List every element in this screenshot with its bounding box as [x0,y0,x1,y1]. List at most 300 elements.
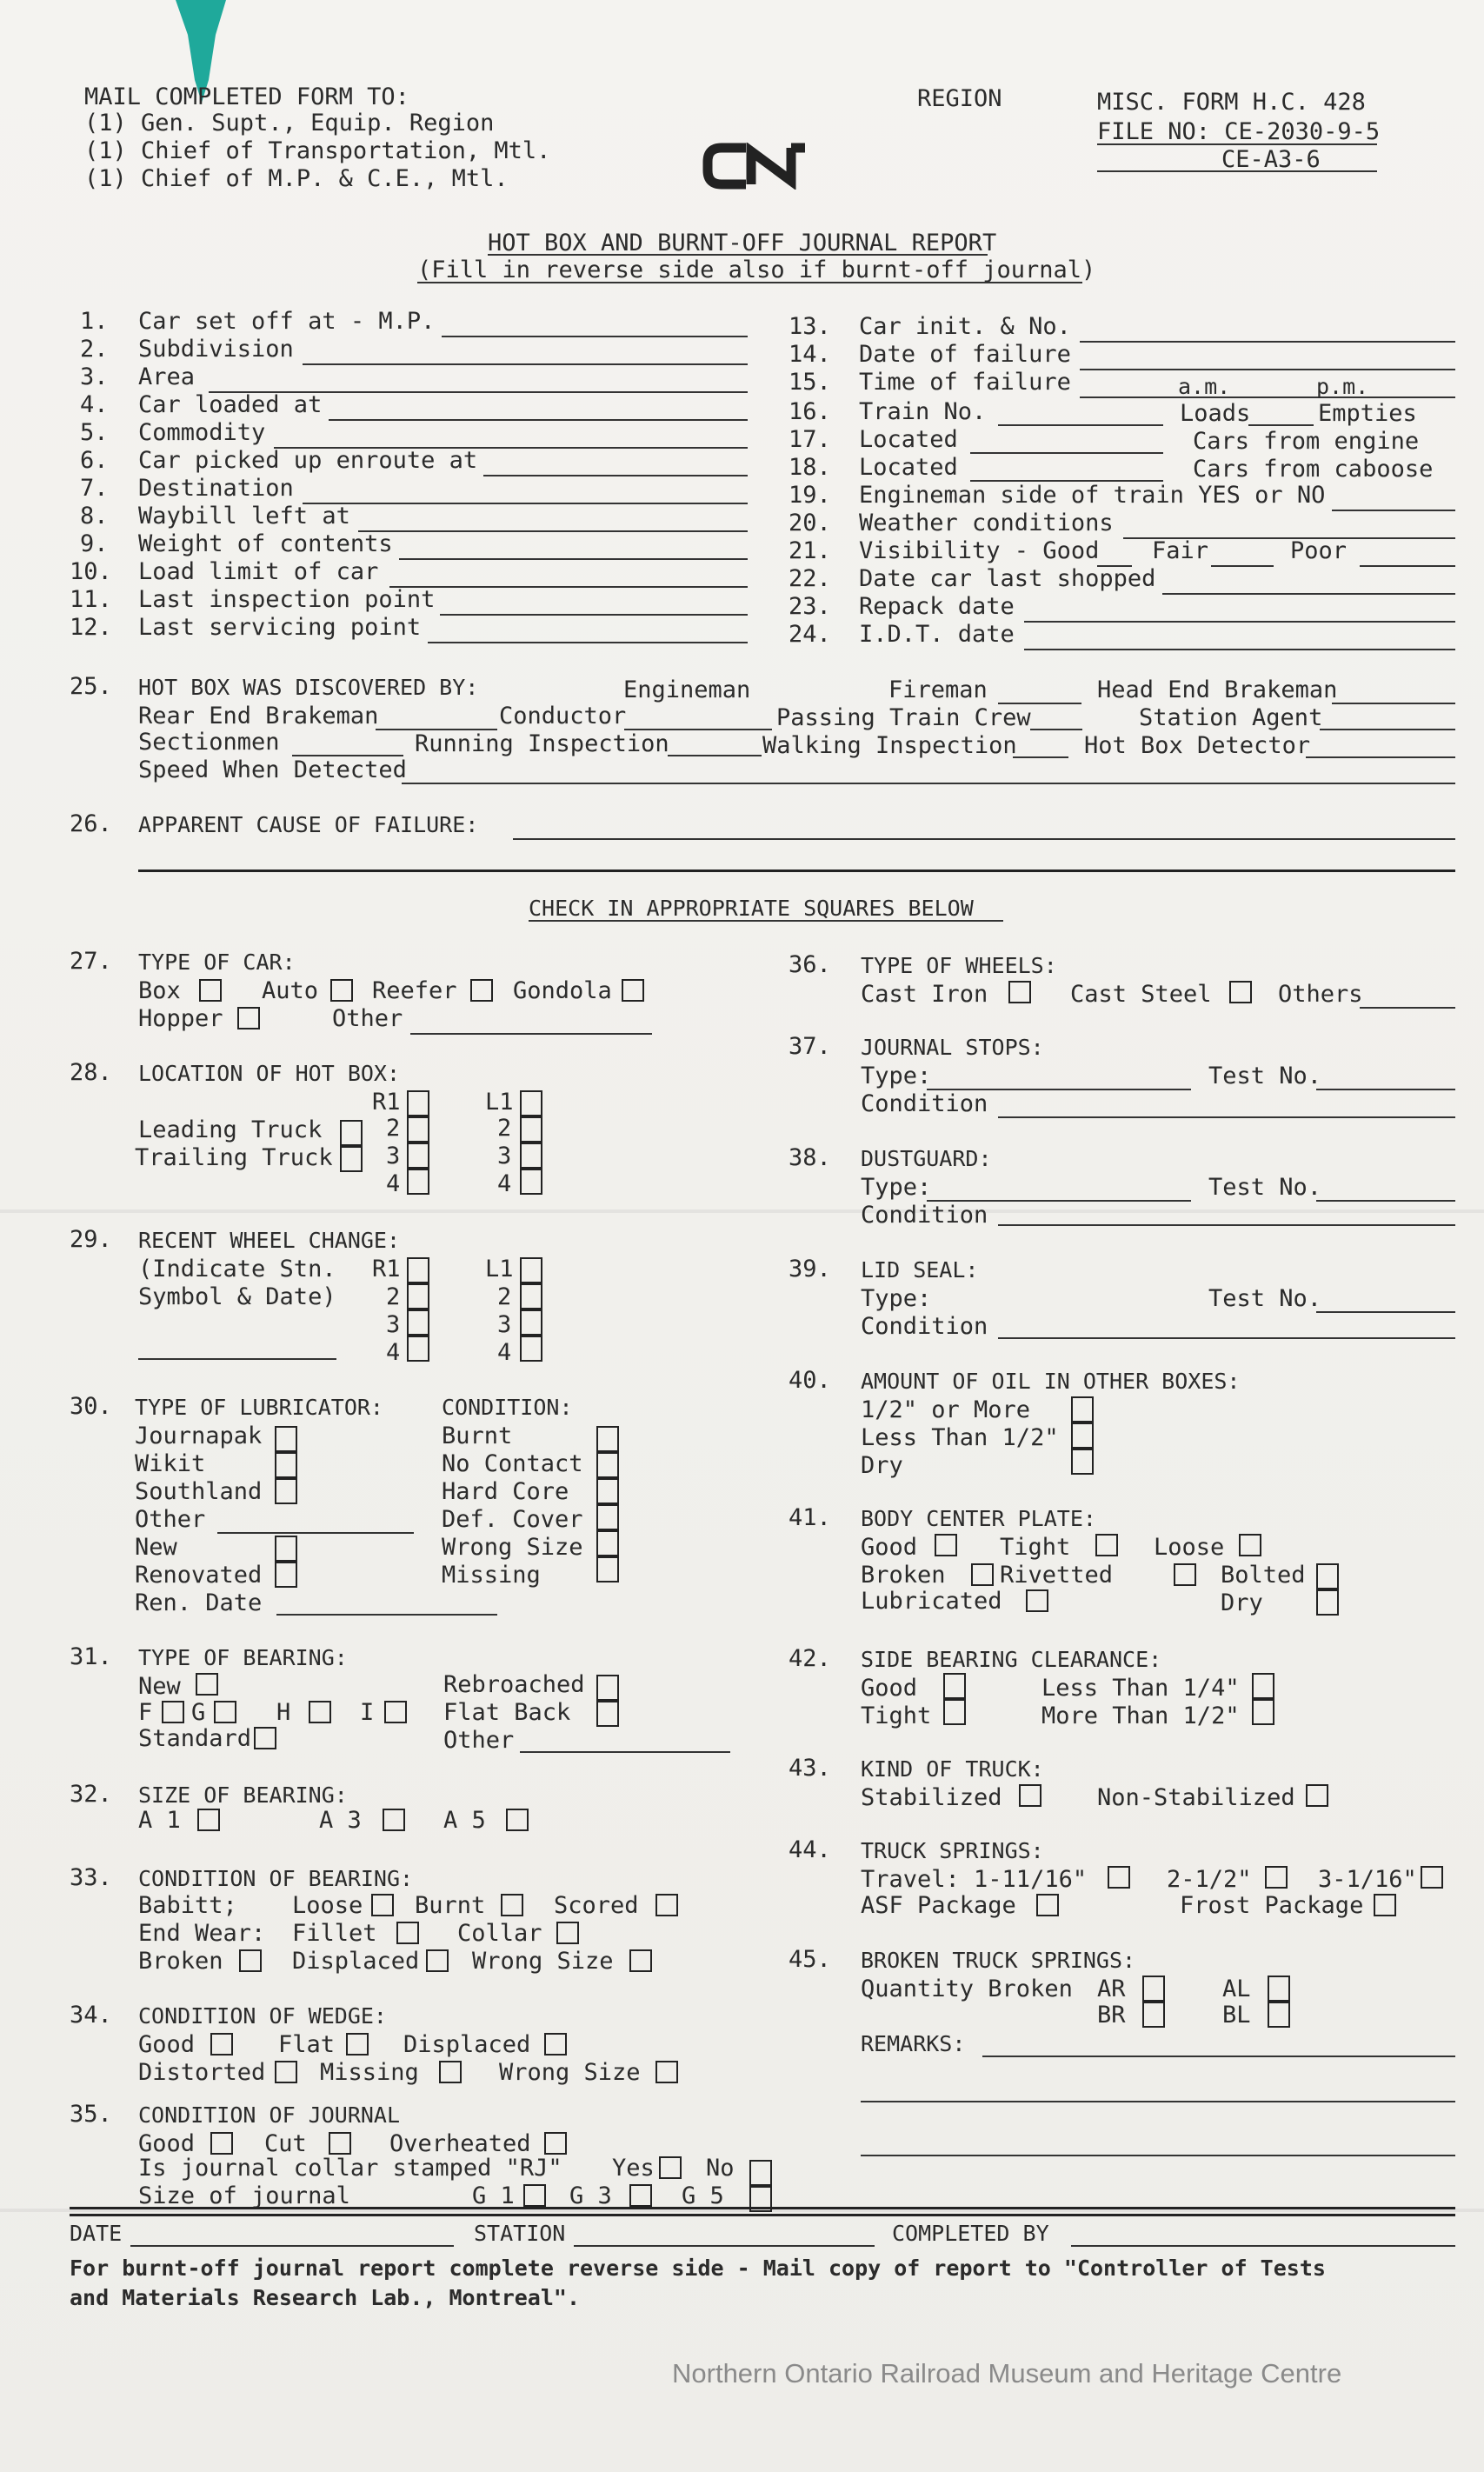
option-label: Others [1278,981,1363,1008]
option-label: Reefer [372,977,457,1004]
input-line[interactable] [1332,510,1455,511]
remarks-label: REMARKS: [861,2031,966,2056]
input-line[interactable] [1360,1007,1455,1009]
checkbox[interactable] [659,2156,682,2179]
position-label: 4 [386,1170,401,1197]
checkbox[interactable] [935,1534,957,1556]
option-label: Hot Box Detector [1084,732,1311,759]
checkbox[interactable] [1316,1563,1339,1589]
item-number: 33. [70,1864,112,1891]
option-label: 3-1/16" [1318,1866,1417,1893]
checkbox[interactable] [384,1701,407,1723]
section-label: JOURNAL STOPS: [861,1035,1044,1060]
input-line[interactable] [1030,729,1082,730]
option-label: Wikit [135,1450,206,1477]
checkbox[interactable] [407,1336,429,1362]
checkbox[interactable] [596,1556,619,1582]
section-label: BROKEN TRUCK SPRINGS: [861,1948,1136,1973]
input-line[interactable] [998,424,1163,426]
item-number: 34. [70,2002,112,2029]
instruction-text: Symbol & Date) [138,1283,336,1310]
checkbox[interactable] [520,1309,542,1336]
field-label: Commodity [138,419,266,446]
item-number: 11. [70,586,112,613]
checkbox[interactable] [596,1675,619,1701]
input-line[interactable] [358,530,748,532]
input-line[interactable] [998,1337,1455,1339]
checkbox[interactable] [971,1563,994,1586]
option-label: Broken [138,1948,223,1975]
input-line[interactable] [483,475,748,476]
checkbox[interactable] [275,1562,297,1588]
input-line[interactable] [1360,565,1455,567]
section-label: SIZE OF BEARING: [138,1782,348,1808]
checkbox[interactable] [210,2033,233,2056]
option-label: Condition [861,1090,988,1117]
item-number: 38. [789,1144,831,1171]
item-number: 35. [70,2101,112,2128]
input-line[interactable] [440,614,748,616]
checkbox[interactable] [407,1090,429,1116]
option-label: Condition [861,1202,988,1229]
input-line[interactable] [389,586,748,588]
input-line[interactable] [410,1033,652,1035]
field-label: Destination [138,475,294,502]
option-label: 2-1/2" [1167,1866,1252,1893]
item-number: 28. [70,1059,112,1086]
position-label: 4 [497,1170,512,1197]
item-number: 39. [789,1256,831,1283]
fold-crease [0,1209,1484,1213]
checkbox[interactable] [1421,1866,1443,1889]
item-number: 45. [789,1946,831,1973]
checkbox[interactable] [396,1922,419,1944]
checkbox[interactable] [544,2033,567,2056]
input-line[interactable] [520,1751,730,1753]
checkbox[interactable] [1071,1396,1094,1423]
option-label: Head End Brakeman [1097,676,1338,703]
checkbox[interactable] [943,1699,966,1725]
field-label: Time of failure [859,369,1071,396]
checkbox[interactable] [596,1504,619,1530]
option-label: Tight [861,1702,932,1729]
option-label: Good [138,2130,196,2157]
section-label: APPARENT CAUSE OF FAILURE: [138,812,479,837]
option-label: No Contact [442,1450,583,1477]
checkbox[interactable] [407,1143,429,1169]
item-number: 29. [70,1226,112,1253]
item-number: 14. [789,341,831,368]
option-label: Fireman [888,676,988,703]
checkbox[interactable] [275,1452,297,1478]
checkbox[interactable] [237,1007,260,1029]
checkbox[interactable] [1229,981,1252,1003]
item-number: 9. [80,530,109,557]
checkbox[interactable] [523,2184,546,2207]
input-line[interactable] [1320,729,1455,730]
checkbox[interactable] [596,1478,619,1504]
input-line[interactable] [1332,703,1455,704]
checkbox[interactable] [210,2132,233,2155]
input-line[interactable] [668,755,762,756]
option-label: Dry [861,1452,903,1479]
field-label: Car picked up enroute at [138,447,478,474]
checkbox[interactable] [520,1283,542,1309]
input-line[interactable] [138,1358,336,1360]
checkbox[interactable] [1108,1866,1130,1889]
form-subtitle: (Fill in reverse side also if burnt-off journal) [417,257,1096,283]
cars-from-engine-label: Cars from engine [1193,428,1420,455]
checkbox[interactable] [501,1894,523,1916]
option-label: New [138,1673,181,1700]
checkbox[interactable] [1374,1894,1396,1916]
input-line[interactable] [1162,593,1455,595]
option-label: 1/2" or More [861,1396,1031,1423]
checkbox[interactable] [1095,1534,1118,1556]
input-line[interactable] [303,503,748,504]
option-label: Leading Truck [138,1116,323,1143]
item-number: 6. [80,447,109,474]
position-label: L1 [485,1089,514,1116]
option-label: Conductor [499,703,627,730]
checkbox[interactable] [1071,1449,1094,1475]
checkbox[interactable] [346,2033,369,2056]
checkbox[interactable] [1316,1589,1339,1616]
field-label: Visibility - Good [859,537,1100,564]
checkbox[interactable] [383,1809,405,1831]
option-label: Displaced [292,1948,420,1975]
input-line[interactable] [998,1224,1455,1226]
checkbox[interactable] [371,1894,394,1916]
date-label: DATE [70,2221,123,2246]
checkbox[interactable] [407,1283,429,1309]
checkbox[interactable] [520,1116,542,1143]
checkbox[interactable] [162,1701,184,1723]
mail-to-title: MAIL COMPLETED FORM TO: [84,83,409,110]
option-label: Travel: 1-11/16" [861,1866,1088,1893]
section-label: TYPE OF LUBRICATOR: [135,1395,383,1420]
item-number: 5. [80,419,109,446]
remarks-line[interactable] [982,2056,1455,2057]
item-number: 18. [789,454,831,481]
checkbox[interactable] [426,1949,449,1972]
checkbox[interactable] [544,2132,567,2155]
checkbox[interactable] [275,1536,297,1562]
checkbox[interactable] [1268,2002,1290,2028]
checkbox[interactable] [1239,1534,1261,1556]
checkbox[interactable] [275,2061,297,2083]
checkbox[interactable] [520,1090,542,1116]
checkbox[interactable] [1142,1976,1165,2002]
checkbox[interactable] [655,1894,678,1916]
loads-label: Loads [1180,400,1251,427]
option-label: Is journal collar stamped "RJ" [138,2155,562,2182]
input-line[interactable] [217,1532,414,1534]
checkbox[interactable] [629,1949,652,1972]
item-number: 30. [70,1393,112,1420]
input-line[interactable] [1248,424,1314,426]
item-number: 7. [80,475,109,502]
position-label: 2 [386,1115,401,1142]
input-line[interactable] [1024,649,1455,650]
checkbox[interactable] [1019,1784,1041,1807]
checkbox[interactable] [340,1120,363,1146]
checkbox[interactable] [439,2061,462,2083]
option-label: Fillet [292,1920,377,1947]
input-line[interactable] [513,838,1455,840]
checkbox[interactable] [197,1809,220,1831]
option-label: Hopper [138,1005,223,1032]
checkbox[interactable] [520,1336,542,1362]
option-label: Yes [612,2155,655,2182]
option-label: Loose [1154,1534,1225,1561]
field-label: Weather conditions [859,510,1114,536]
completed-by-field[interactable] [1071,2245,1455,2247]
checkbox[interactable] [655,2061,678,2083]
checkbox[interactable] [330,979,353,1002]
checkbox[interactable] [407,1257,429,1283]
section-label: CONDITION: [442,1395,573,1420]
remarks-line[interactable] [861,2155,1455,2156]
option-label: Collar [457,1920,542,1947]
checkbox[interactable] [1252,1699,1274,1725]
item-number: 3. [80,363,109,390]
checkbox[interactable] [520,1169,542,1195]
field-label: Waybill left at [138,503,350,530]
checkbox[interactable] [520,1143,542,1169]
input-line[interactable] [998,1116,1455,1118]
section-label: KIND OF TRUCK: [861,1756,1044,1782]
option-label: Quantity Broken [861,1976,1073,2002]
input-line[interactable] [329,419,748,421]
input-line[interactable] [1211,565,1274,567]
input-line[interactable] [1080,369,1455,370]
option-label: Box [138,977,181,1004]
section-label: LID SEAL: [861,1257,979,1283]
option-label: Auto [262,977,319,1004]
field-label: Weight of contents [138,530,393,557]
item-number: 22. [789,565,831,592]
option-label: Ren. Date [135,1589,263,1616]
position-label: 4 [497,1339,512,1366]
input-line[interactable] [1080,341,1455,343]
item-number: 26. [70,810,112,837]
mail-to-line: (1) Chief of Transportation, Mtl. [84,137,551,164]
item-number: 41. [789,1504,831,1531]
am-label: a.m. [1178,374,1231,399]
option-label: ASF Package [861,1892,1016,1919]
option-label: End Wear: [138,1920,266,1947]
item-number: 15. [789,369,831,396]
position-label: 4 [386,1339,401,1366]
option-label: A 5 [443,1807,486,1834]
fair-label: Fair [1152,537,1209,564]
option-label: G 1 [472,2182,515,2209]
checkbox[interactable] [329,2132,351,2155]
option-label: Wrong Size [442,1534,583,1561]
form-number: MISC. FORM H.C. 428 [1097,89,1366,116]
completed-by-label: COMPLETED BY [892,2221,1049,2246]
checkbox[interactable] [596,1452,619,1478]
item-number: 4. [80,391,109,418]
option-label: Station Agent [1139,704,1323,731]
checkbox[interactable] [1268,1976,1290,2002]
option-label: I [360,1699,375,1726]
option-label: Running Inspection [415,730,669,757]
position-label: R1 [372,1089,401,1116]
station-field[interactable] [574,2245,875,2247]
option-label: Test No. [1208,1174,1322,1201]
option-label: Missing [320,2059,419,2086]
item-number: 17. [789,426,831,453]
checkbox[interactable] [1026,1589,1048,1612]
checkbox[interactable] [196,1673,218,1696]
checkbox[interactable] [254,1727,276,1749]
checkbox[interactable] [596,1530,619,1556]
input-line[interactable] [1306,756,1455,758]
checkbox[interactable] [275,1426,297,1452]
option-label: Southland [135,1478,263,1505]
input-line[interactable] [428,642,748,643]
option-label: Burnt [442,1423,513,1449]
position-label: 3 [497,1311,512,1338]
input-line[interactable] [1013,756,1068,758]
option-label: Rear End Brakeman [138,703,379,730]
section-label: HOT BOX WAS DISCOVERED BY: [138,675,479,700]
checkbox[interactable] [622,979,644,1002]
section-label: TYPE OF WHEELS: [861,953,1057,978]
input-line[interactable] [138,870,1455,872]
item-number: 40. [789,1367,831,1394]
option-label: Tight [1000,1534,1071,1561]
input-line[interactable] [402,783,1455,784]
checkbox[interactable] [1174,1563,1196,1586]
option-label: More Than 1/2" [1041,1702,1240,1729]
museum-credit: Northern Ontario Railroad Museum and Heritage Centre [672,2358,1342,2389]
checkbox[interactable] [199,979,222,1002]
region-label: REGION [917,85,1002,112]
checkbox[interactable] [596,1701,619,1727]
input-line[interactable] [1024,621,1455,623]
option-label: G 5 [682,2182,724,2209]
checkbox[interactable] [407,1169,429,1195]
field-label: Car init. & No. [859,313,1071,340]
field-label: Date of failure [859,341,1071,368]
option-label: Stabilized [861,1784,1002,1811]
checkbox[interactable] [520,1257,542,1283]
checkbox[interactable] [407,1116,429,1143]
field-label: Located [859,454,958,481]
remarks-line[interactable] [861,2101,1455,2102]
file-number: FILE NO: CE-2030-9-5 [1097,118,1381,145]
checkbox[interactable] [1036,1894,1059,1916]
checkbox[interactable] [1008,981,1031,1003]
input-line[interactable] [1316,1089,1455,1090]
checkbox[interactable] [1265,1866,1288,1889]
option-label: A 3 [319,1807,362,1834]
date-field[interactable] [130,2245,454,2247]
option-label: BR [1097,2002,1126,2029]
option-label: Walking Inspection [762,732,1017,759]
item-number: 43. [789,1755,831,1782]
option-label: Wrong Size [472,1948,614,1975]
option-label: AL [1222,1976,1251,2002]
checkbox[interactable] [275,1478,297,1504]
option-label: Lubricated [861,1588,1002,1615]
option-label: No [706,2155,735,2182]
checkbox[interactable] [749,2160,772,2186]
option-label: G [191,1699,206,1726]
option-label: Babitt; [138,1892,237,1919]
checkbox[interactable] [556,1922,579,1944]
option-label: Less Than 1/2" [861,1424,1059,1451]
checkbox[interactable] [506,1809,529,1831]
input-line[interactable] [399,558,748,560]
option-label: Sectionmen [138,729,280,756]
option-label: Rivetted [1000,1562,1114,1589]
option-label: AR [1097,1976,1126,2002]
option-label: Good [861,1675,918,1702]
checkbox[interactable] [407,1309,429,1336]
item-number: 19. [789,482,831,509]
checkbox[interactable] [1071,1423,1094,1449]
input-line[interactable] [276,1614,497,1616]
item-number: 36. [789,951,831,978]
field-label: Located [859,426,958,453]
footer-note: For burnt-off journal report complete reverse side - Mail copy of report to "Controller of Tests [70,2255,1326,2281]
pm-label: p.m. [1316,374,1369,399]
option-label: Trailing Truck [135,1144,333,1171]
item-number: 1. [80,308,109,335]
item-number: 13. [789,313,831,340]
option-label: Broken [861,1562,946,1589]
check-heading: CHECK IN APPROPRIATE SQUARES BELOW [529,896,974,921]
checkbox[interactable] [214,1701,236,1723]
option-label: Overheated [389,2130,531,2157]
input-line[interactable] [442,336,748,337]
option-label: Flat Back [443,1699,571,1726]
item-number: 27. [70,948,112,975]
checkbox[interactable] [596,1426,619,1452]
input-line[interactable] [1316,1311,1455,1313]
input-line[interactable] [1316,1200,1455,1202]
input-line[interactable] [970,452,1163,454]
input-line[interactable] [303,363,748,365]
checkbox[interactable] [629,2184,652,2207]
section-label: CONDITION OF WEDGE: [138,2003,387,2029]
checkbox[interactable] [1306,1784,1328,1807]
option-label: BL [1222,2002,1251,2029]
checkbox[interactable] [943,1673,966,1699]
checkbox[interactable] [470,979,493,1002]
checkbox[interactable] [340,1146,363,1172]
checkbox[interactable] [1252,1673,1274,1699]
input-line[interactable] [1080,396,1455,398]
field-label: Last servicing point [138,614,422,641]
position-label: R1 [372,1256,401,1283]
checkbox[interactable] [1142,2002,1165,2028]
checkbox[interactable] [239,1949,262,1972]
section-label: CONDITION OF BEARING: [138,1866,414,1891]
option-label: Other [332,1005,403,1032]
item-number: 21. [789,537,831,564]
checkbox[interactable] [309,1701,331,1723]
option-label: Other [443,1727,515,1754]
option-label: Displaced [403,2031,531,2058]
option-label: Speed When Detected [138,756,407,783]
section-label: AMOUNT OF OIL IN OTHER BOXES: [861,1369,1241,1394]
option-label: Gondola [513,977,612,1004]
